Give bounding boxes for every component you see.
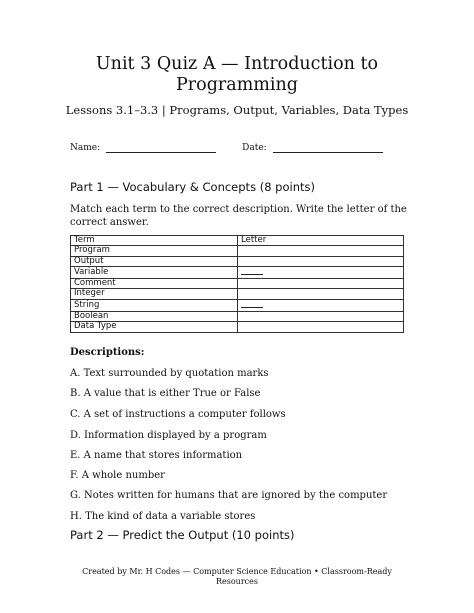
table-row	[71, 246, 404, 256]
term-cell: Comment	[71, 279, 238, 289]
term-cell: Output	[71, 256, 238, 266]
description-item: H. The kind of data a variable stores	[70, 511, 256, 522]
date-blank[interactable]	[273, 143, 383, 153]
page-title: Unit 3 Quiz A — Introduction to Programming	[95, 54, 379, 95]
answer-blank[interactable]	[241, 300, 263, 308]
description-item: G. Notes written for humans that are ignored by the computer	[70, 490, 388, 501]
name-blank[interactable]	[106, 143, 216, 153]
description-item: B. A value that is either True or False	[70, 388, 261, 399]
part1-instructions: Match each term to the correct description. Write the letter of the correct answer.	[70, 204, 407, 228]
letter-cell[interactable]	[238, 246, 404, 256]
name-label: Name:	[70, 143, 101, 153]
table-row	[71, 279, 404, 289]
term-cell: Variable	[71, 266, 238, 278]
descriptions-heading: Descriptions:	[70, 347, 145, 358]
part2-heading: Part 2 — Predict the Output (10 points)	[70, 528, 295, 542]
table-row	[71, 312, 404, 322]
table-header-letter: Letter	[238, 236, 404, 246]
part1-heading: Part 1 — Vocabulary & Concepts (8 points)	[70, 180, 315, 194]
table-row	[71, 256, 404, 266]
description-item: A. Text surrounded by quotation marks	[70, 368, 269, 379]
table-row	[71, 299, 404, 311]
description-item: E. A name that stores information	[70, 450, 243, 461]
table-row	[71, 322, 404, 332]
description-item: D. Information displayed by a program	[70, 430, 267, 441]
letter-cell[interactable]	[238, 279, 404, 289]
table-row	[71, 289, 404, 299]
letter-cell[interactable]	[238, 256, 404, 266]
answer-blank[interactable]	[241, 267, 263, 275]
name-date-line	[70, 143, 410, 153]
table-header-term: Term	[71, 236, 238, 246]
table-header-row	[71, 236, 404, 246]
description-item: F. A whole number	[70, 470, 165, 481]
page-footer: Created by Mr. H Codes — Computer Science Education • Classroom-Ready Resources	[82, 567, 392, 586]
term-cell: Program	[71, 246, 238, 256]
term-cell: Boolean	[71, 312, 238, 322]
letter-cell[interactable]	[238, 289, 404, 299]
matching-table	[70, 235, 404, 333]
description-item: C. A set of instructions a computer follows	[70, 409, 286, 420]
date-label: Date:	[242, 143, 267, 153]
term-cell: Data Type	[71, 322, 238, 332]
letter-cell[interactable]	[238, 312, 404, 322]
table-row	[71, 266, 404, 278]
letter-cell[interactable]	[238, 299, 404, 311]
term-cell: Integer	[71, 289, 238, 299]
term-cell: String	[71, 299, 238, 311]
page-subtitle: Lessons 3.1–3.3 | Programs, Output, Variables, Data Types	[65, 103, 409, 117]
letter-cell[interactable]	[238, 322, 404, 332]
letter-cell[interactable]	[238, 266, 404, 278]
